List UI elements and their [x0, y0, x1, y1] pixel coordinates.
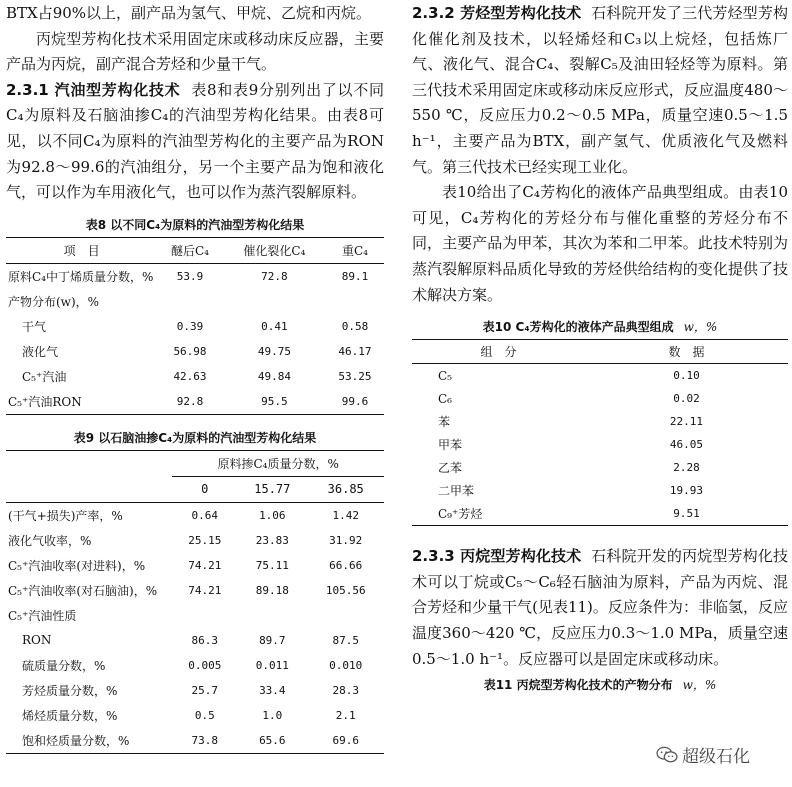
table9-cell: 74.21 — [188, 583, 222, 597]
table9-row-label: 烯烃质量分数，% — [22, 708, 118, 723]
table10-row — [412, 364, 788, 388]
table9-row — [6, 703, 384, 728]
table9-cell: 25.15 — [188, 533, 222, 547]
table10-row — [412, 479, 788, 502]
table8-body — [6, 263, 384, 414]
table9-cell: 73.8 — [191, 733, 219, 747]
table9-cell: 0.010 — [329, 658, 363, 672]
table8-row — [6, 263, 384, 289]
table8-cell: 0.39 — [176, 319, 204, 333]
table10-unit: w，% — [683, 320, 718, 335]
table9-cell — [307, 603, 384, 628]
table9-row-label: 饱和烃质量分数，% — [22, 733, 130, 748]
table9-cell — [237, 603, 307, 628]
table8-row-label: 原料C₄中丁烯质量分数，% — [8, 269, 154, 284]
table8-cell: 99.6 — [341, 394, 369, 408]
table9-cell: 31.92 — [329, 533, 363, 547]
table10-row — [412, 502, 788, 526]
table10-row-label: 二甲苯 — [438, 484, 475, 499]
table8-cell: 53.25 — [338, 369, 372, 383]
table9-cell: 89.18 — [255, 583, 289, 597]
table9-subheader-col3: 36.85 — [327, 482, 364, 497]
section-2-3-2-heading: 2.3.2 芳烃型芳构化技术 — [412, 4, 582, 22]
table8-cell: 49.75 — [257, 344, 291, 358]
table10-caption-line — [412, 318, 788, 335]
section-2-3-1 — [6, 78, 384, 206]
table9-body — [6, 502, 384, 753]
table10-cell: 0.02 — [673, 392, 700, 406]
table8-row — [6, 289, 384, 314]
paragraph-btx: BTX占90%以上，副产品为氢气、甲烷、乙烷和丙烷。 — [6, 4, 372, 22]
paragraph-propane-tech: 丙烷型芳构化技术采用固定床或移动床反应器，主要产品为丙烷，副产混合芳烃和少量干气。 — [6, 29, 384, 74]
table8-header-col1: 醚后C₄ — [171, 243, 209, 258]
table9-row-label: 液化气收率，% — [8, 533, 92, 548]
table9-cell: 25.7 — [191, 683, 219, 697]
table9-row-label: 硫质量分数，% — [22, 658, 106, 673]
section-2-3-2-body: 石科院开发了三代芳烃型芳构化催化剂及技术，以轻烯烃和C₃以上烷烃，包括炼厂气、液化气、混合C₄、裂解C₅及油田轻烃等为原料。第三代技术采用固定床或移动床反应形式，反应温度480～550 ℃，反应压力0.2～0.5 MPa，质量空速0.5～1.5 h⁻¹，主要产品为BTX，副产氢气、优质液化气及燃料气。第三代技术已经实现工业化。 — [412, 4, 788, 176]
table9-row — [6, 528, 384, 553]
table9-cell: 86.3 — [191, 633, 219, 647]
table11-unit: w，% — [682, 678, 717, 693]
table9-cell: 1.06 — [259, 508, 286, 522]
table8-row — [6, 314, 384, 339]
table9-cell: 2.1 — [335, 708, 356, 722]
wechat-icon — [656, 746, 678, 764]
table8-header-row — [6, 237, 384, 263]
table10-row — [412, 433, 788, 456]
table10-row-label: C₅ — [438, 368, 452, 383]
table9-cell: 23.83 — [255, 533, 289, 547]
table8-row — [6, 364, 384, 389]
table8-row-label: 产物分布(w)，% — [8, 294, 100, 309]
table10-cell: 0.10 — [673, 369, 700, 383]
table10-body — [412, 364, 788, 526]
section-2-3-2 — [412, 1, 788, 180]
table11-caption: 表11 丙烷型芳构化技术的产物分布 — [483, 678, 673, 693]
table10-header-component: 组 分 — [480, 345, 517, 360]
table8-header-col2: 催化裂化C₄ — [243, 243, 306, 258]
table8-row-label: 干气 — [22, 319, 47, 334]
table9-subheader-col2: 15.77 — [254, 482, 291, 497]
table10-cell: 2.28 — [673, 461, 700, 475]
table9-cell: 1.0 — [262, 708, 283, 722]
left-column — [6, 0, 384, 754]
table9-subheader-col1: 0 — [201, 482, 209, 497]
table8-cell: 95.5 — [261, 394, 288, 408]
section-2-3-3 — [412, 544, 788, 672]
table9-cell: 0.005 — [188, 658, 222, 672]
table10-row — [412, 456, 788, 479]
table8-row-label: C₅⁺汽油RON — [8, 394, 82, 409]
table9-row-label: 芳烃质量分数，% — [22, 683, 118, 698]
table9 — [6, 450, 384, 754]
table9-cell: 89.7 — [259, 633, 286, 647]
table10 — [412, 339, 788, 526]
right-column — [412, 0, 788, 697]
table8-cell — [223, 289, 326, 314]
table8-row — [6, 339, 384, 364]
table8-cell: 0.58 — [341, 319, 369, 333]
table10-row-label: 苯 — [438, 415, 451, 430]
table8-cell: 49.84 — [257, 369, 291, 383]
table8-header-item: 项 目 — [63, 243, 100, 258]
table9-row-label: RON — [22, 633, 52, 648]
table9-cell: 1.42 — [332, 508, 359, 522]
table9-row — [6, 502, 384, 528]
table10-row-label: C₆ — [438, 391, 452, 406]
table9-caption: 表9 以石脑油掺C₄为原料的汽油型芳构化结果 — [73, 430, 317, 445]
table8-cell: 53.9 — [176, 269, 204, 283]
table9-subheader-blank — [6, 476, 172, 502]
table9-cell: 28.3 — [332, 683, 359, 697]
section-2-3-1-heading: 2.3.1 汽油型芳构化技术 — [6, 80, 181, 99]
watermark-text: 超级石化 — [682, 747, 750, 767]
table9-cell: 66.66 — [329, 558, 363, 572]
table10-caption: 表10 C₄芳构化的液体产品典型组成 — [482, 320, 674, 335]
table9-row-label: C₅⁺汽油性质 — [8, 608, 77, 623]
table10-row — [412, 387, 788, 410]
watermark — [656, 742, 750, 767]
table8-cell: 92.8 — [176, 394, 204, 408]
table9-cell: 65.6 — [259, 733, 286, 747]
table9-row — [6, 553, 384, 578]
table10-row-label: 乙苯 — [438, 461, 463, 476]
table8-row-label: C₅⁺汽油 — [22, 369, 67, 384]
table9-cell: 69.6 — [332, 733, 359, 747]
table9-cell: 0.5 — [194, 708, 215, 722]
table8 — [6, 237, 384, 415]
table9-row — [6, 603, 384, 628]
table9-cell: 105.56 — [325, 583, 366, 597]
table9-row — [6, 678, 384, 703]
table10-cell: 22.11 — [669, 415, 704, 429]
table10-cell: 46.05 — [669, 438, 704, 452]
table8-cell: 89.1 — [341, 269, 369, 283]
table9-cell: 75.11 — [255, 558, 289, 572]
table9-cell: 87.5 — [332, 633, 359, 647]
table10-header-row — [412, 340, 788, 364]
table9-cell: 33.4 — [259, 683, 286, 697]
table9-row-label: C₅⁺汽油收率(对石脑油)，% — [8, 583, 158, 598]
table11-caption-line — [412, 676, 788, 693]
table9-cell: 0.011 — [255, 658, 289, 672]
table9-row — [6, 628, 384, 653]
paragraph-table10-intro: 表10给出了C₄芳构化的液体产品典型组成。由表10可见，C₄芳构化的芳烃分布与催化重整的芳烃分布不同，主要产品为甲苯，其次为苯和二甲苯。此技术特别为蒸汽裂解原料品质化导致的芳烃供给结构的变化提供了技术解决方案。 — [412, 183, 788, 304]
section-2-3-3-heading: 2.3.3 丙烷型芳构化技术 — [412, 547, 582, 566]
table9-cell: 74.21 — [188, 558, 222, 572]
table9-row-label: C₅⁺汽油收率(对进料)，% — [8, 558, 146, 573]
table10-row-label: 甲苯 — [438, 438, 463, 453]
table10-row — [412, 410, 788, 433]
section-2-3-3-body: 石科院开发的丙烷型芳构化技术可以丁烷或C₅～C₆轻石脑油为原料，产品为丙烷、混合芳烃和少量干气(见表11)。反应条件为：非临氢，反应温度360～420 ℃，反应压力0.3～1.0 MPa，质量空速0.5～1.0 h⁻¹。反应器可以是固定床或移动床。 — [412, 547, 788, 668]
table10-row-label: C₉⁺芳烃 — [438, 507, 483, 522]
table9-cell: 0.64 — [191, 508, 219, 522]
table8-cell: 56.98 — [173, 344, 207, 358]
table8-cell: 0.41 — [261, 319, 288, 333]
table10-cell: 9.51 — [673, 507, 700, 521]
table9-header-blank — [6, 450, 172, 476]
table8-cell — [157, 289, 223, 314]
table9-row — [6, 653, 384, 678]
table10-header-data: 数 据 — [668, 345, 705, 360]
table9-cell — [172, 603, 237, 628]
table8-row-label: 液化气 — [22, 344, 59, 359]
table8-caption: 表8 以不同C₄为原料的汽油型芳构化结果 — [85, 217, 305, 232]
table8-cell — [326, 289, 384, 314]
section-2-3-1-body: 表8和表9分别列出了以不同C₄为原料及石脑油掺C₄的汽油型芳构化结果。由表8可见，以不同C₄为原料的汽油型芳构化的主要产品为RON为92.8～99.6的汽油组分，另一个主要产品为饱和液化气，可以作为车用液化气，也可以作为蒸汽裂解原料。 — [6, 80, 384, 202]
table9-subheader-row — [6, 476, 384, 502]
table10-cell: 19.93 — [669, 484, 704, 498]
table8-row — [6, 389, 384, 415]
table9-row — [6, 578, 384, 603]
table9-group-header: 原料掺C₄质量分数，% — [172, 450, 384, 476]
table8-cell: 46.17 — [338, 344, 372, 358]
table8-cell: 42.63 — [173, 369, 207, 383]
table8-cell: 72.8 — [261, 269, 288, 283]
table9-row — [6, 728, 384, 754]
table8-header-col3: 重C₄ — [341, 243, 368, 258]
table9-header-row — [6, 450, 384, 476]
table9-row-label: (干气+损失)产率，% — [8, 508, 123, 523]
